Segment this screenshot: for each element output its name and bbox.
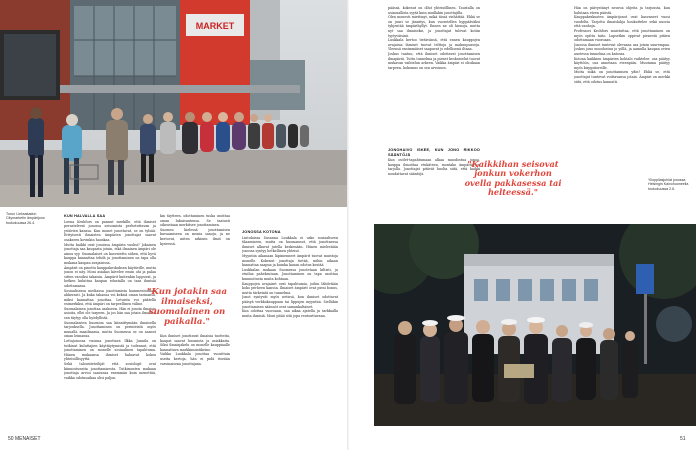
photo-caption-right-text: Ylioppilasjuhlat jonossa Helsingin Kaivohuoneella toukokuussa 2.6. (648, 178, 689, 191)
pull-quote-left: "Kun jotakin saa ilmaiseksi, suomalainen on paikalla." (146, 287, 228, 327)
body-paragraph: Joskus tuntuu, että ihmiset odottavat jonottamisen ilmapiiriä. Tuttu tunnelma ja pienet keskustelut tuovat mukavan vaihtelun arkeen. Vaikka ämpäri ei olisikaan tarpeen, kokemus on sen arvoinen. (388, 51, 480, 70)
body-paragraph: Kotona kaikkien ämpärien kohtalo vaihtelee: osa päätyy käyttöön, osa annetaan eteenpäin. Muutama päätyy myös kirpputoreille. (574, 56, 670, 70)
body-paragraph: Myyntiin aikanaan läpimenneet ämpärit tuovat muistoja monelle. Kokenut jonottaja tietää, mihin aikaan kannattaa saapua ja kuinka kauan odotus kestää. (242, 253, 338, 268)
photo-caption-left (6, 212, 46, 225)
body-paragraph: Suomalainen jonottaa osakseen. Hän ei jonota ilmaisia asioita, ellei ole tarpeen. Ja jos hän saa jotain ilmaista, sen täytyy olla hyödyllistä. (64, 306, 156, 321)
body-paragraph: Hän on päivystänyt neuvoa ohjeita ja tarjousta, kun halutaan eteen päästä. (574, 6, 670, 15)
page-number-right: 51 (680, 436, 686, 442)
page-gutter (347, 0, 349, 450)
body-paragraph: Lintulaissa Susanna Luukkala ei usko sosiaaliseen tilaamiseen, mutta on huomannut, että jonottaessa ihmiset alkavat jutella keskenään. Hänen mielestään jonossa syntyy hetkellinen yhteisö. (242, 235, 338, 254)
body-paragraph: Jonossa ihmiset tuntevat olevansa osa jotain suurempaa. Joskus jono muodostuu jo yöllä, ja aamulla kaupan ovien auetessa tunnelma on katossa. (574, 42, 670, 56)
body-paragraph: Suomen kielessä jonottamisen kuvaamiseen on monia sanoja, ja ne kertovat, miten arkinen ilmiö on kyseessä. (160, 227, 230, 246)
pull-quote-right: "Kaikkihan seisovat jonkun vokerhon ovella pakkasessa tai helteessä." (464, 159, 562, 198)
night-queue-illustration (374, 224, 696, 426)
page-number-left: 50 MENAISET (8, 436, 41, 442)
body-paragraph: Luukkalan mukaan Suomessa jonotetaan kiltisti, ja etuilua paheksutaan. Jonottaminen on tapa osoittaa kunnioitusta muita kohtaan. (242, 267, 338, 281)
photo-caption-right (648, 178, 690, 191)
body-paragraph: Kauppojen avajaiset ovat tapahtumia, joihin lähdetään koko perheen kanssa. Ilmaiset ämpärit ovat pieni bonus, mutta tärkeintä on tunnelma. (242, 281, 338, 295)
body-paragraph: Olen monesti miettinyt, mikä tässä viehättää. Ehkä se on juuri se jännitys, kun vuorotellen hyppääväksi tyhjentää ämpärihyllyt. Ennen ne oli hienoja, mutta nyt saa ilmaiseksi, ja jonottajat tulevat kotiin tyytyväisinä. (388, 15, 480, 38)
body-paragraph: Professori Krohfors muistuttaa, että jonottaminen on myös opittu taito. Lapsetkin oppivat pienestä pitäen odottamaan vuoroaan. (574, 28, 670, 43)
section-heading-jonossa-kotona: JONOSSA KOTONA (242, 230, 281, 234)
body-paragraph: Luukkala kertoo tietävänsä, että ennen kauppojen avajaisia ihmiset tuovat telttoja ja makuupusseja. Yleensä ensimmäiset saapuvat jo edellisenä iltana. (388, 38, 480, 52)
svg-text:MARKET: MARKET (195, 21, 235, 31)
body-paragraph: päässä, kokenut on ollut yhteisöllinen. Taustalla on asiaosallista syytä kuin muillakin jonottajilla. (388, 6, 480, 15)
body-paragraph: Kun odottaa vuoroaan, saa aikaa ajatella ja tarkkailla muita ihmisiä. Moni pitää sitä jopa rentouttavana. (242, 309, 338, 318)
photo-caption-left-text: Turun Lieksakadun Citymarketin ämpärijono toukokuussa 26.4. (6, 212, 45, 225)
body-paragraph: Mutta kaikki ovat jonoissa ämpärin vuoksi? Jokainen jonottaja saa kaupasta jotain, eikä ilmainen ämpäri ole ainoa syy. Suomalaiset on kasvatettu siihen, että hyvä kauppa kannattaa tehdä ja jonottaminen on tapa olla mukana kaupan avajaisissa. (64, 242, 156, 265)
body-paragraph: Kun ihmiset jonottavat ilmaisia tuotteita, kaupat saavat huomiota ja asiakkaita. Siksi ilmaisjakelu on monelle kauppiaalle kannattava markkinointikeino. (160, 334, 230, 352)
body-paragraph: Suomalaisten huomion saa kiinnittymään ilmaisella tarjouksella. Jonottaminen on perinteistä myös muualla maailmassa, mutta Suomessa se on saanut oman leimansa. (64, 320, 156, 339)
section-heading-jonohaivo: JONOHAIVO ISKEE, KUN JONO RIKKOO SÄÄNTÖJÄ (388, 148, 480, 157)
body-paragraph: Lettujonossa vuonna jonottava Ilkka Junnila on tutkinut kuluttajien käyttäytymistä ja todennut, että jonottaminen on monelle sosiaalinen tapahtuma. Hänen mukaansa ihmiset haluavat kokea yhteisöllisyyttä. (64, 339, 156, 362)
queue-photo-left (0, 0, 348, 207)
right-column-3 (574, 6, 670, 206)
body-paragraph: Mutta mikä on jonottamisen ydin? Ehkä se, että jonottajat tuntevat voittavansa jotain. Ämpäri on merkki siitä, että odotus kannatti. (574, 70, 670, 84)
left-column-2-lower (160, 334, 230, 440)
body-paragraph: Jonot syntyvät myös netissä, kun ihmiset odottavat pääsyä verkkokauppaan tai lippujen myyntiin. Sielläkin jonottamisen säännöt ovat samankaltaiset. (242, 295, 338, 309)
queue-photo-right (374, 224, 696, 426)
body-paragraph: Sekä taloustieteilijät että sosiologit ovat kiinnostuneita jonottamisesta. Tutkimusten mukaan jonottaja arvioi saavansa enemmän kuin menettää, vaikka odotusaikaa olisi paljon. (64, 362, 156, 380)
section-heading-kun-halvalla-saa: KUN HALVALLA SAA (64, 214, 106, 218)
body-paragraph: Sosiaalisessa mediassa jonottamista kommentoidaan ahkerasti. Ja kuka tahansa voi keksiä oman tarinansa, miksi kannattaa jonottaa. Letuista voi päätellä esimerkiksi, että ämpäri on tarpeellinen väline. (64, 288, 156, 307)
body-paragraph: Kauppakeskusten ämpärijonot ovat kasvaneet vuosi vuodelta. Tarjottu ilmaislahja houkuttelee sekä nuoria että vanhoja. (574, 15, 670, 29)
left-column-1 (64, 214, 156, 440)
store-queue-illustration (0, 0, 348, 207)
body-paragraph: Leena Kruhfors on pannut merkille, että ihmiset perustelevat jonossa seisomista perhetuttavan ja ystävien kanssa. Kun monet jonottavat, se on tylsää. Erityisesti ilmaisten ämpärien jonottajat saavat osakseen kovinkin hauskaa. (64, 219, 156, 242)
right-column-1 (388, 6, 480, 152)
body-paragraph: Vaikka Luukkala jonottaa vuosittain useita kertoja, hän ei pidä itseään varsinaisena jonottajana. (160, 352, 230, 366)
body-paragraph: Kun outlet-tapahtumaan alkaa muodostua jonoa, kauppa ilmoittaa etukäteen, montako ämpäriä on tarjolla. Jonottajat pitävät huolta siitä, että kaikki noudattavat sääntöjä. (388, 158, 480, 176)
left-column-2-text (160, 214, 230, 284)
left-column-3 (242, 214, 338, 440)
body-paragraph: kin täytteen, odottaminen tuska osoittaa oman lukuisuutensa. Se taatusti oikeastaan merkitsee jonottaminen. (160, 214, 230, 228)
body-paragraph: Ämpärit on pinottu kauppakeskuksen käytäville, mutta jonon ei näy. Moni asiakas kävelee ensin ohi ja palaa sitten varoiksi takaisin. Ämpärit kuitenkin loppuvat, ja hetken kuluttua kaupan edustalla on taas ihmisiä odottamassa. (64, 265, 156, 288)
